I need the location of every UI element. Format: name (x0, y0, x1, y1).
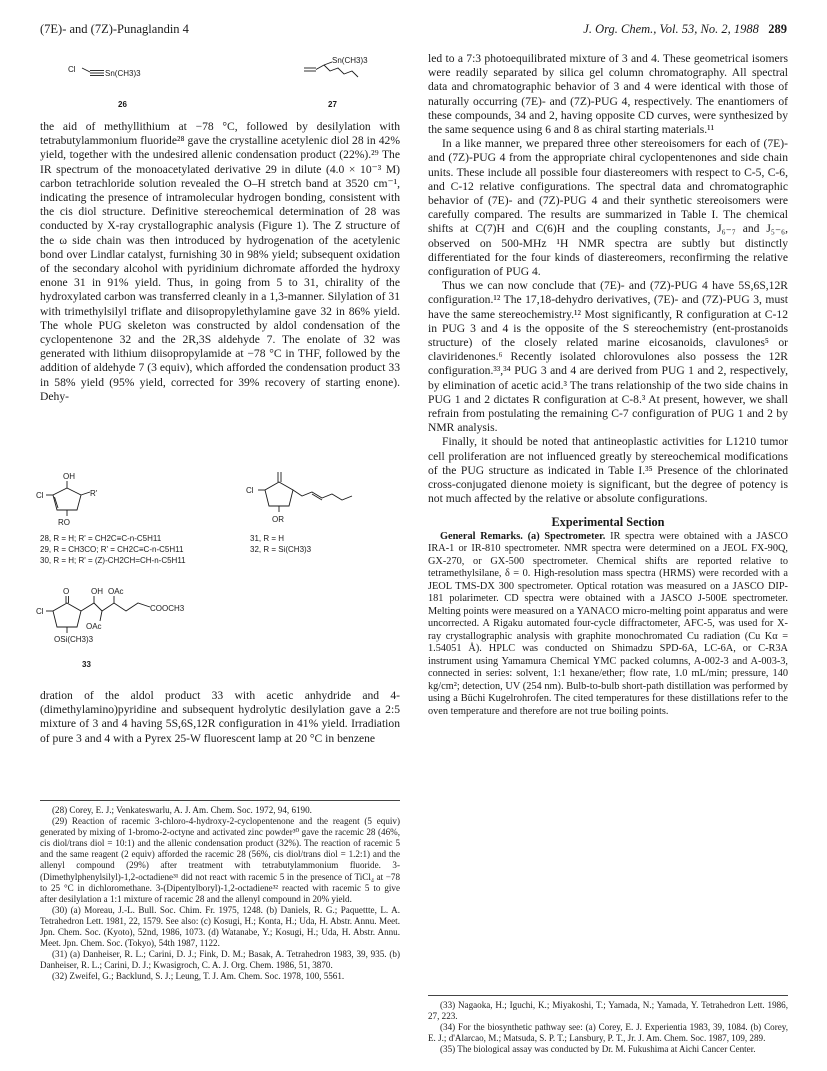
running-title: (7E)- and (7Z)-Punaglandin 4 (40, 22, 189, 36)
footnote-32: (32) Zweifel, G.; Backlund, S. J.; Leung, T. J. Am. Chem. Soc. 1978, 100, 5561. (52, 971, 345, 982)
s31-line2: 32, R = Si(CH3)3 (250, 545, 312, 554)
s31-cl: Cl (246, 486, 254, 495)
s27-label: 27 (328, 100, 337, 109)
page-number: 289 (768, 22, 787, 36)
journal-name: J. Org. Chem., Vol. 53, No. 2, 1988 (583, 22, 759, 36)
s33-label: 33 (82, 660, 91, 669)
s33-oh: OH (91, 587, 103, 596)
section-title: Experimental Section (551, 514, 665, 529)
structure-27 (250, 50, 410, 115)
s26-cl: Cl (68, 65, 76, 74)
s28-line1: 28, R = H; R' = CH2C≡C-n-C5H11 (40, 534, 162, 543)
footnote-30: (30) (a) Moreau, J.-L. Bull. Soc. Chim. Fr. 1975, 1248. (b) Daniels, R. G.; Paquettte, L. A. Tetrahedron Lett. 1981, 22, 1579. See also: (c) Kosugi, H.; Konta, H.; Uda, H. Abstr. Annu. Meet. Jpn. Chem. Soc. (Kyoto), 52nd, 1986, 1073. (d) Watanabe, Y.; Kosugi, H.; Uda, H. Abstr. Annu. Meet. Jpn. Chem. Soc. (Tokyo), 54th 1987, 1122. (40, 904, 400, 949)
s26-label: 26 (118, 100, 127, 109)
structure-26 (60, 55, 200, 115)
paragraph: In a like manner, we prepared three other stereoisomers for each of (7E)- and (7Z)-PUG 4 from the appropriate chiral cyclopentenones and side chain units. These include all possible four diastereomers with respect to C-5, C-6, and C-12 relative configurations. The spectral data and chromatographic behavior of (7E)- and (7Z)-PUG 4 and their synthetic stereoisomers were carefully compared. The results are summarized in Table I. The chemical shifts at C(7)H and C(6)H and the coupling constants, J₆₋₇ and J₅₋₆, observed on 500-MHz ¹H NMR spectra are subtly but distinctly differentiated for the four kinds of diastereomers, reconfirming the relative configuration of PUG 4. (428, 137, 788, 279)
left-column-text-top (40, 120, 400, 404)
footnote-29: (29) Reaction of racemic 3-chloro-4-hydroxy-2-cyclopentenone and the reagent (5 equiv) generated by mixing of 1-bromo-2-octyne and activated zinc powder³⁰ gave the racemic 28 (46%, cis diol/trans diol = 10:1) and the allenic condensation product (32%). The reaction of racemic 5 and the same reagent (2 equiv) afforded the racemic 28 (56%, cis diol/trans diol = 1.2:1) and the allenyl compound (29%) after treatment with tetrabutylammonium fluoride. 3-(Dimethylphenylsilyl)-1,2-octadiene³¹ did not react with racemic 5 in the presence of TiCl₄ at −78 to 25 °C in dichloromethane. 3-(Dipentylboryl)-1,2-octadiene³² reacted with racemic 5 to give after desilylation a 1:1 mixture of racemic 28 and the allenyl compound in 20% yield. (40, 816, 400, 904)
subsection-label: General Remarks. (a) Spectrometer. (440, 530, 606, 542)
journal-citation (583, 22, 787, 37)
s33-cooch3: COOCH3 (150, 604, 185, 613)
s26-sn: Sn(CH3)3 (105, 69, 141, 78)
structure-28-30 (36, 470, 240, 565)
footnotes-left (40, 800, 400, 983)
s28-line2: 29, R = CH3CO; R' = CH2C≡C-n-C5H11 (40, 545, 184, 554)
footnote-35: (35) The biological assay was conducted by Dr. M. Fukushima at Aichi Cancer Center. (440, 1044, 756, 1055)
running-header (40, 22, 787, 38)
s28-ro: RO (58, 518, 70, 527)
s33-oac: OAc (108, 587, 124, 596)
s28-line3: 30, R = H; R' = (Z)-CH2CH=CH-n-C5H11 (40, 556, 186, 565)
paragraph: Thus we can now conclude that (7E)- and (7Z)-PUG 4 have 5S,6S,12R configuration.¹² The 17,18-dehydro derivatives, (7E)- and (7Z)-PUG 3, must have the same stereochemistry.¹² Most significantly, R configuration at C-12 in PUG 3 and 4 is the opposite of the S stereochemistry (ent-prostanoids structure) of the closely related marine eicosanoids, clavulones⁵ or claviridenones.⁶ Recently isolated chlorovulones also possess the 12R configuration.³³,³⁴ PUG 3 and 4 are derived from PUG 1 and 2, respectively, by elimination of acetic acid.³ The trans relationship of the two side chains in PUG 1 and 2 dictates R configuration at C-8.³ At present, however, we shall refrain from postulating the remaining C-7 configuration of PUG 1 and 2 by NMR analysis. (428, 279, 788, 435)
paragraph: the aid of methyllithium at −78 °C, followed by desilylation with tetrabutylammonium fluoride²⁸ gave the crystalline acetylenic diol 28 in 42% yield, together with the undesired allenic condensation product (22%).²⁹ The IR spectrum of the monoacetylated derivative 29 in dilute (4.0 × 10⁻³ M) carbon tetrachloride solution revealed the O–H stretch band at 3520 cm⁻¹, indicating the presence of intramolecular hydrogen bonding, consistent with the cis diol structure. Definitive stereochemical determination of 28 was conducted by X-ray crystallographic analysis (Figure 1). The Z structure of the ω side chain was then introduced by hydrogenation of the acetylenic bond over Lindlar catalyst, furnishing 30 in 98% yield; subsequent oxidation of the secondary alcohol with pyridinium dichromate afforded the hydroxy enone 31 in 91% yield. Thus, in going from 5 to 31, chirality of the hydroxylated carbon was transferred cleanly in a 1,3-manner. Silylation of 31 with trimethylsilyl triflate and diisopropylethylamine gave 32 in 86% yield. The whole PUG skeleton was constructed by aldol condensation of the cyclopentenone 32 and the 2R,3S aldehyde 7. The enolate of 32 was generated with lithium diisopropylamide at −78 °C in THF, followed by the addition of aldehyde 7 (3 equiv), which afforded the condensation product 33 in 58% yield (95% yield, corrected for 39% recovery of starting enone). Dehy- (40, 120, 400, 403)
s33-o: O (63, 587, 70, 596)
s31-line1: 31, R = H (250, 534, 285, 543)
s31-or: OR (272, 515, 284, 524)
footnote-33: (33) Nagaoka, H.; Iguchi, K.; Miyakoshi, T.; Yamada, N.; Yamada, Y. Tetrahedron Lett. 1986, 27, 223. (428, 1000, 788, 1022)
footnote-34: (34) For the biosynthetic pathway see: (a) Corey, E. J. Experientia 1983, 39, 1084. (b) Corey, E. J.; d'Alarcao, M.; Matsuda, S. P. T.; Lansbury, P. T., Jr. J. Am. Chem. Soc. 1987, 109, 289. (428, 1022, 788, 1044)
s33-cl: Cl (36, 607, 44, 616)
structure-33 (36, 585, 280, 685)
left-column-text-bottom (40, 689, 400, 746)
footnote-28: (28) Corey, E. J.; Venkateswarlu, A. J. Am. Chem. Soc. 1972, 94, 6190. (52, 805, 312, 815)
structure-31-32 (246, 470, 410, 560)
s27-sn: Sn(CH3)3 (332, 56, 368, 65)
s33-osi: OSi(CH3)3 (54, 635, 94, 644)
footnote-31: (31) (a) Danheiser, R. L.; Carini, D. J.; Fink, D. M.; Basak, A. Tetrahedron 1983, 39, 935. (b) Danheiser, R. L.; Carini, D. J.; Kwasigroch, C. A. J. Org. Chem. 1986, 51, 3870. (40, 949, 400, 971)
right-column-text (428, 52, 788, 718)
s28-r1: R' (90, 489, 98, 498)
s33-oac2: OAc (86, 622, 102, 631)
paragraph: dration of the aldol product 33 with acetic anhydride and 4-(dimethylamino)pyridine and subsequent hydrolytic desilylation gave a 2:5 mixture of 3 and 4 having 5S,6S,12R configuration in 41% yield. Irradiation of pure 3 and 4 with a Pyrex 25-W fluorescent lamp at 20 °C in benzene (40, 689, 400, 745)
s28-cl: Cl (36, 491, 44, 500)
paragraph: Finally, it should be noted that antineoplastic activities for L1210 tumor cell proliferation are not influenced greatly by stereochemical modifications of the PUG structure as indicated in Table I.³⁵ Presence of the chlorinated cross-conjugated dienone moiety is significant, but the degree of potency is not much affected by the relative or absolute configurations. (428, 435, 788, 506)
s28-oh: OH (63, 472, 75, 481)
footnotes-right (428, 995, 788, 1055)
experimental-body: IR spectra were obtained with a JASCO IRA-1 or IR-810 spectrometer. NMR spectra were determined on a JEOL FX-90Q, GX-270, or GX-500 spectrometer. Chemical shifts are reported relative to tetramethylsilane, δ = 0. High-resolution mass spectra (HRMS) were recorded with a JEOL TMS-DX 300 spectrometer. Optical rotation was measured on a JASCO DIP-181 polarimeter. CD spectra were obtained with a JASCO J-500E spectrometer. Melting points were measured on a YANACO micro-melting point apparatus and were uncorrected. A Rigaku automated four-cycle diffractometer, AFC-5, was used for X-ray crystallographic analysis with graphite monochromated Cu radiation (Cu Kα = 1.54051 Å). HPLC was conducted on Shimadzu SPD-6A, LC-6A, or C-R3A instrument using Yamamura Chemical YMC packed columns, A-002-3 and A-003-3, connected in series: solvent, 1:1 hexane/ether; flow rate, 1.0 mL/min; pressure, 140 kg/cm²; detection, UV (254 nm). Bulb-to-bulb short-path distillation was performed by using a Büchi Kugelrohrofen. The cited temperatures for these distillations refer to the oven temperature and therefore are not true boiling points. (428, 530, 788, 717)
experimental-text (428, 531, 788, 719)
paragraph: led to a 7:3 photoequilibrated mixture of 3 and 4. These geometrical isomers were readily separated by silica gel column chromatography. All spectral data and chromatographic behavior of 3 and 4 were identical with those of naturally occurring (7E)- and (7Z)-PUG 4, respectively. The enantiomers of these compounds, 34 and 2, having opposite CD curves, were synthesized by the same sequence using 6 and 8 as chiral starting materials.¹¹ (428, 52, 788, 137)
